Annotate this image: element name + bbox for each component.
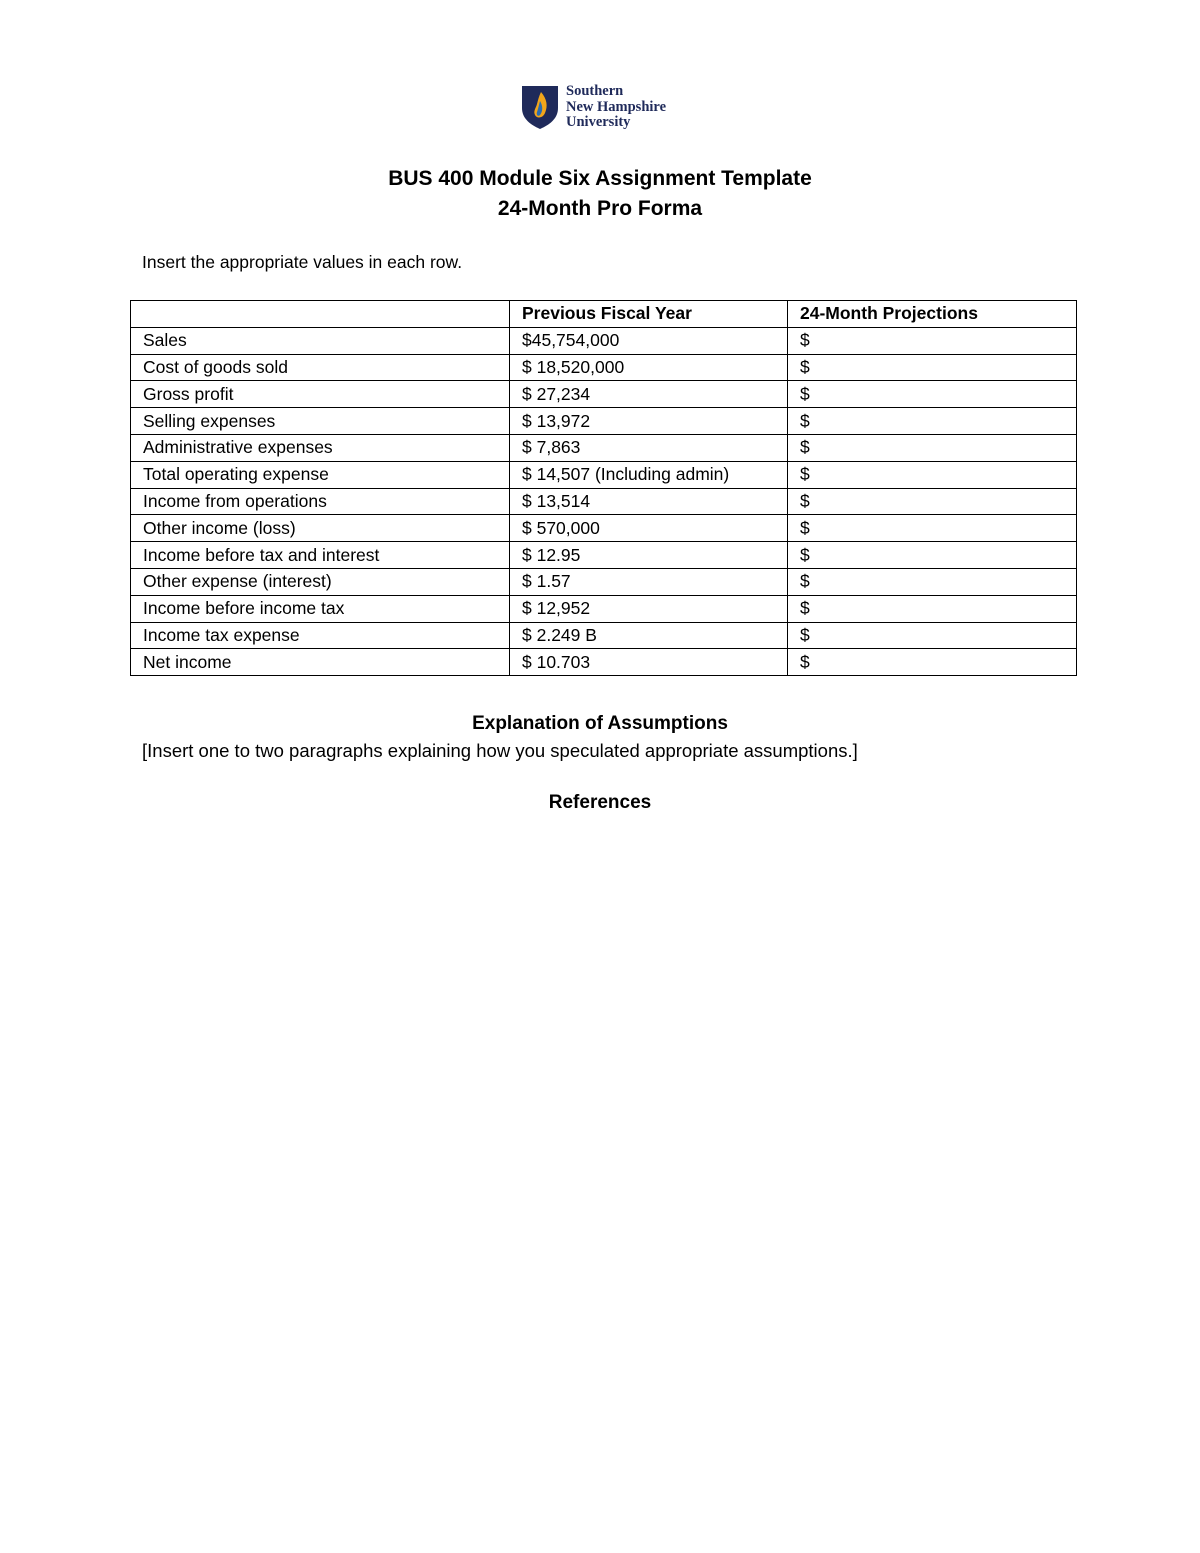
previous-value: $ 13,514 [510, 488, 788, 515]
table-row [131, 461, 1077, 488]
instruction-text: Insert the appropriate values in each row. [142, 252, 463, 272]
table-row [131, 542, 1077, 569]
logo-line-1: Southern [566, 83, 624, 99]
table-row [131, 595, 1077, 622]
row-label: Income before tax and interest [131, 542, 510, 569]
row-label: Sales [131, 327, 510, 354]
row-label: Total operating expense [131, 461, 510, 488]
table-row [131, 354, 1077, 381]
row-label: Income before income tax [131, 595, 510, 622]
projection-value: $ [788, 434, 1077, 461]
table-row [131, 434, 1077, 461]
flame-shield-icon [520, 84, 560, 130]
table-row [131, 622, 1077, 649]
previous-value: $ 1.57 [510, 568, 788, 595]
header-label-column [131, 301, 510, 328]
previous-value: $ 13,972 [510, 408, 788, 435]
table-row [131, 327, 1077, 354]
table-row [131, 381, 1077, 408]
row-label: Gross profit [131, 381, 510, 408]
logo-line-3: University [566, 114, 631, 130]
projection-value: $ [788, 461, 1077, 488]
row-label: Administrative expenses [131, 434, 510, 461]
row-label: Selling expenses [131, 408, 510, 435]
row-label: Other expense (interest) [131, 568, 510, 595]
row-label: Cost of goods sold [131, 354, 510, 381]
table-row [131, 568, 1077, 595]
pro-forma-table [130, 300, 1077, 676]
row-label: Income tax expense [131, 622, 510, 649]
previous-value: $ 14,507 (Including admin) [510, 461, 788, 488]
projection-value: $ [788, 568, 1077, 595]
title-line-1: BUS 400 Module Six Assignment Template [388, 167, 812, 190]
projection-value: $ [788, 542, 1077, 569]
logo-wordmark [566, 84, 666, 131]
projection-value: $ [788, 649, 1077, 676]
logo-line-2: New Hampshire [566, 98, 667, 115]
projection-value: $ [788, 488, 1077, 515]
explanation-placeholder-text: [Insert one to two paragraphs explaining how you speculated appropriate assumptions.] [142, 740, 858, 761]
row-label: Income from operations [131, 488, 510, 515]
previous-value: $ 7,863 [510, 434, 788, 461]
table-row [131, 649, 1077, 676]
previous-value: $ 2.249 B [510, 622, 788, 649]
projection-value: $ [788, 622, 1077, 649]
previous-value: $ 18,520,000 [510, 354, 788, 381]
table-header-row [131, 301, 1077, 328]
references-heading: References [548, 792, 652, 813]
projection-value: $ [788, 408, 1077, 435]
projection-value: $ [788, 595, 1077, 622]
previous-value: $ 27,234 [510, 381, 788, 408]
projection-value: $ [788, 354, 1077, 381]
previous-value: $ 12,952 [510, 595, 788, 622]
previous-value: $45,754,000 [510, 327, 788, 354]
projection-value: $ [788, 327, 1077, 354]
previous-value: $ 570,000 [510, 515, 788, 542]
explanation-heading: Explanation of Assumptions [472, 713, 728, 734]
header-previous-fiscal-year: Previous Fiscal Year [510, 301, 788, 328]
projection-value: $ [788, 381, 1077, 408]
university-logo [520, 84, 666, 131]
previous-value: $ 12.95 [510, 542, 788, 569]
table-row [131, 488, 1077, 515]
title-line-2: 24-Month Pro Forma [497, 197, 703, 220]
header-24-month-projections: 24-Month Projections [788, 301, 1077, 328]
projection-value: $ [788, 515, 1077, 542]
table-row [131, 408, 1077, 435]
document-title [0, 164, 1200, 224]
table-row [131, 515, 1077, 542]
previous-value: $ 10.703 [510, 649, 788, 676]
row-label: Net income [131, 649, 510, 676]
row-label: Other income (loss) [131, 515, 510, 542]
